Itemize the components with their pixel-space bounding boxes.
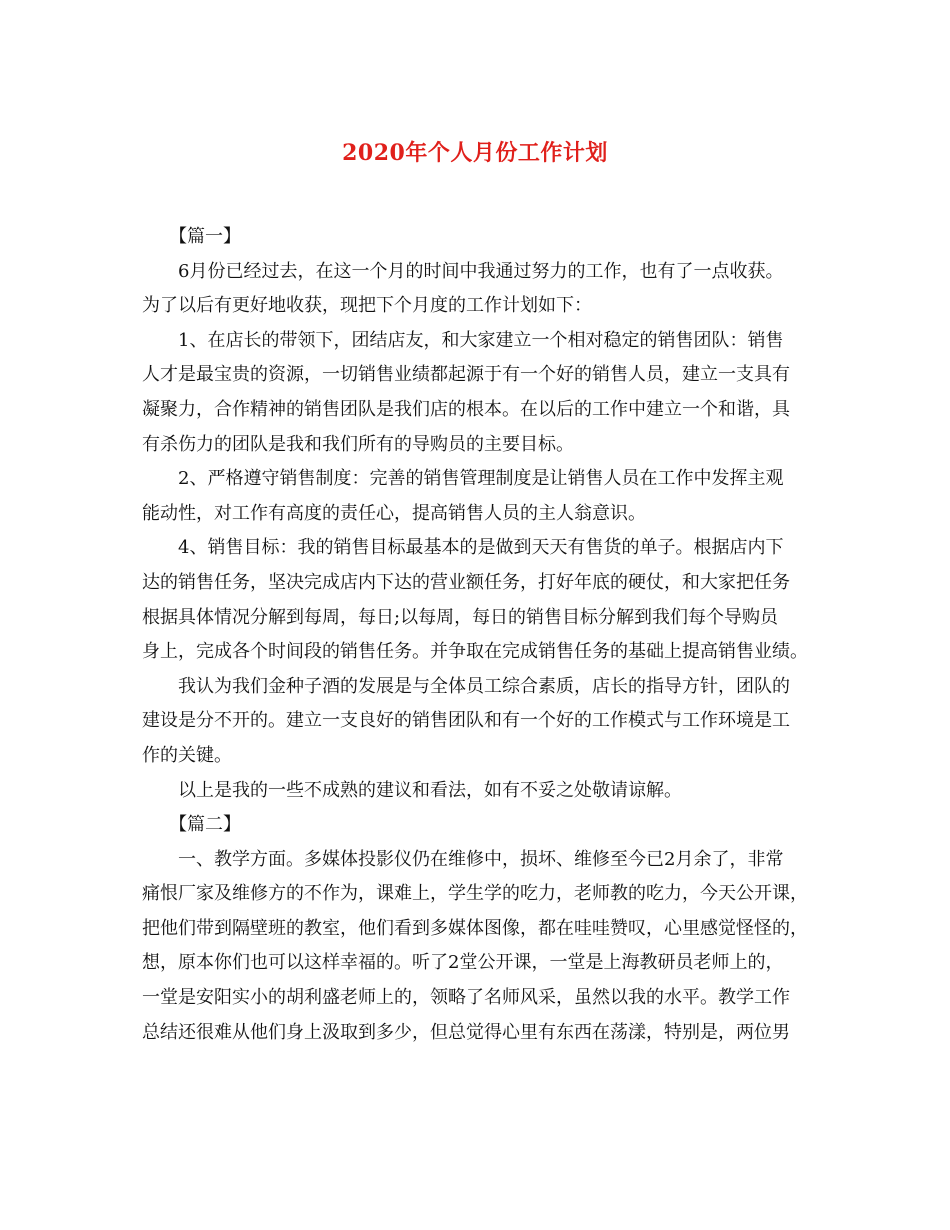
text-line: 6月份已经过去，在这一个月的时间中我通过努力的工作，也有了一点收获。 xyxy=(178,260,784,282)
text-line: 能动性，对工作有高度的责任心，提高销售人员的主人翁意识。 xyxy=(142,502,646,524)
text-line: 有杀伤力的团队是我和我们所有的导购员的主要目标。 xyxy=(142,433,574,455)
section-heading: 【篇二】 xyxy=(169,814,241,836)
text-line: 想，原本你们也可以这样幸福的。听了2堂公开课，一堂是上海教研员老师上的， xyxy=(142,952,784,974)
text-line: 人才是最宝贵的资源，一切销售业绩都起源于有一个好的销售人员，建立一支具有 xyxy=(142,364,790,386)
text-line: 1、在店长的带领下，团结店友，和大家建立一个相对稳定的销售团队：销售 xyxy=(178,329,784,351)
text-line: 建设是分不开的。建立一支良好的销售团队和有一个好的工作模式与工作环境是工 xyxy=(142,710,790,732)
text-line: 2、严格遵守销售制度：完善的销售管理制度是让销售人员在工作中发挥主观 xyxy=(178,468,784,490)
text-line: 为了以后有更好地收获，现把下个月度的工作计划如下： xyxy=(142,295,592,317)
text-line: 凝聚力，合作精神的销售团队是我们店的根本。在以后的工作中建立一个和谐，具 xyxy=(142,398,790,420)
text-line: 总结还很难从他们身上汲取到多少，但总觉得心里有东西在荡漾，特别是，两位男 xyxy=(142,1021,790,1043)
text-line: 痛恨厂家及维修方的不作为，课难上，学生学的吃力，老师教的吃力，今天公开课， xyxy=(142,883,808,905)
text-line: 以上是我的一些不成熟的建议和看法，如有不妥之处敬请谅解。 xyxy=(178,779,682,801)
text-line: 我认为我们金种子酒的发展是与全体员工综合素质，店长的指导方针，团队的 xyxy=(178,675,790,697)
text-line: 把他们带到隔壁班的教室，他们看到多媒体图像，都在哇哇赞叹，心里感觉怪怪的， xyxy=(142,917,808,939)
text-line: 根据具体情况分解到每周，每日;以每周，每日的销售目标分解到我们每个导购员 xyxy=(142,606,779,628)
text-line: 4、销售目标：我的销售目标最基本的是做到天天有售货的单子。根据店内下 xyxy=(178,537,784,559)
text-line: 一、教学方面。多媒体投影仪仍在维修中，损坏、维修至今已2月余了，非常 xyxy=(178,848,784,870)
text-line: 身上，完成各个时间段的销售任务。并争取在完成销售任务的基础上提高销售业绩。 xyxy=(142,641,808,663)
text-line: 一堂是安阳实小的胡利盛老师上的，领略了名师风采，虽然以我的水平。教学工作 xyxy=(142,987,790,1009)
section-heading: 【篇一】 xyxy=(169,226,241,247)
document-title: 2020年个人月份工作计划 xyxy=(342,140,608,166)
document-body xyxy=(142,220,812,1050)
text-line: 作的关键。 xyxy=(142,744,232,766)
text-line: 达的销售任务，坚决完成店内下达的营业额任务，打好年底的硬仗，和大家把任务 xyxy=(142,571,790,593)
